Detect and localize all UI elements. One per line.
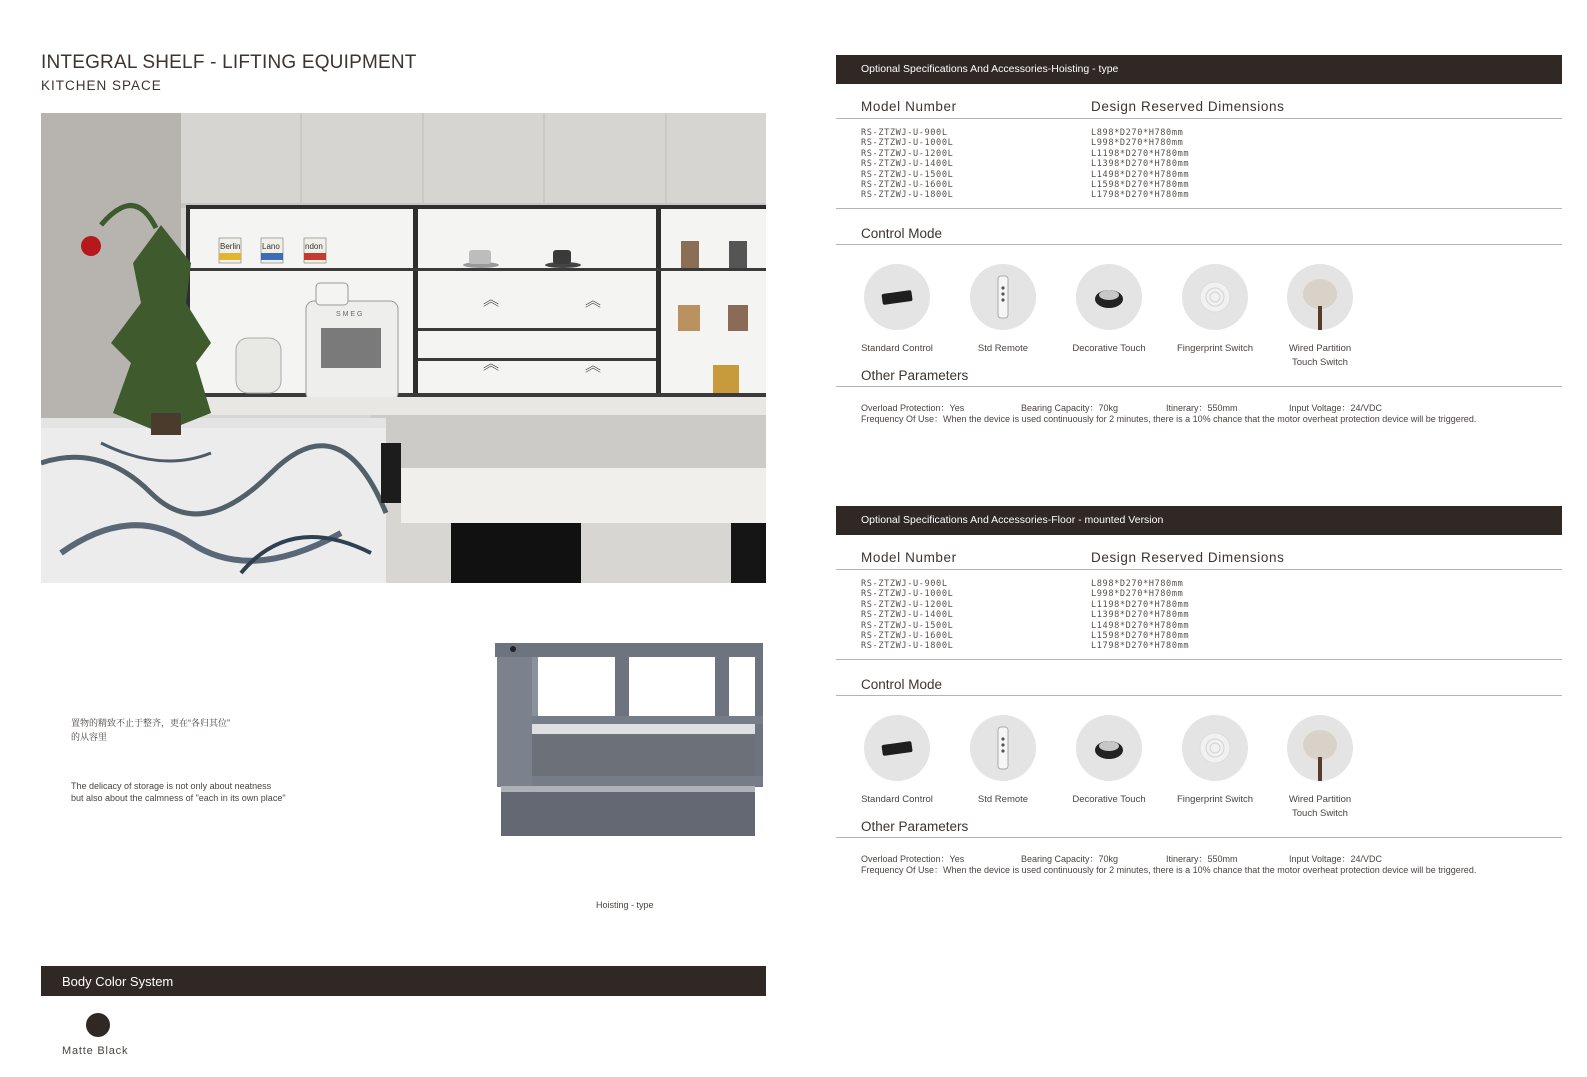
param-bearing: Bearing Capacity：70kg [1021,854,1119,864]
divider [836,695,1562,696]
control-label: Standard Control [861,343,933,354]
divider [836,659,1562,660]
model-number-heading: Model Number [861,550,957,565]
control-box-icon [864,715,930,781]
divider [836,569,1562,570]
control-label: Std Remote [977,794,1029,805]
param-itinerary: Itinerary：550mm [1166,854,1238,864]
product-caption: Hoisting - type [596,900,654,910]
param-frequency: Frequency Of Use：When the device is used continuously for 2 minutes, there is a 10% chance that the motor overheat protection device will be triggered. [861,414,1477,424]
control-mode-heading: Control Mode [861,677,943,692]
control-label: Std Remote [977,343,1029,354]
appliance-label: S M E G [336,311,363,318]
touch-knob-icon [1076,264,1142,330]
model-item: RS-ZTZWJ-U-1000L [861,138,954,149]
param-bearing: Bearing Capacity：70kg [1021,403,1119,413]
control-label: Decorative Touch [1072,343,1146,354]
model-list [861,579,953,652]
kitchen-scene [41,113,766,583]
mug-label-3: ndon [305,242,323,251]
dimension-item: L1498*D270*H780mm [1091,169,1190,180]
svg-text:︽: ︽ [483,354,500,373]
dimension-item: L1598*D270*H780mm [1091,631,1190,642]
svg-text:︽: ︽ [585,356,602,375]
control-label: Fingerprint Switch [1176,343,1254,354]
control-label [1270,793,1370,821]
control-label [1270,342,1370,370]
divider [836,244,1562,245]
control-label-line-2: Touch Switch [1292,808,1348,819]
spec-section-hoisting [836,55,1562,424]
dimension-item: L1398*D270*H780mm [1091,159,1190,170]
dimensions-heading: Design Reserved Dimensions [1091,550,1285,565]
control-decorative-touch [1059,715,1159,807]
model-item: RS-ZTZWJ-U-1800L [861,641,954,652]
control-label-line-1: Wired Partition [1288,343,1352,354]
fingerprint-icon [1182,715,1248,781]
quote-english [71,780,286,804]
control-label: Fingerprint Switch [1176,794,1254,805]
model-item: RS-ZTZWJ-U-900L [861,128,948,138]
dimension-item: L1798*D270*H780mm [1091,641,1190,652]
control-remote [953,715,1053,807]
dimension-item: L898*D270*H780mm [1091,128,1184,138]
control-box-icon [864,264,930,330]
control-fingerprint [1165,715,1265,807]
spec-header: Optional Specifications And Accessories-Hoisting - type [836,55,1562,84]
model-item: RS-ZTZWJ-U-1600L [861,631,954,642]
dimensions-heading: Design Reserved Dimensions [1091,99,1285,114]
shelf-unit-illustration [495,643,765,836]
dimension-item: L1798*D270*H780mm [1091,190,1190,201]
model-item: RS-ZTZWJ-U-1200L [861,148,954,159]
quote-cn-line-1: 置物的精致不止于整齐，更在“各归其位” [71,718,230,728]
dimensions-list [1091,579,1189,652]
divider [836,208,1562,209]
color-swatch-label: Matte Black [62,1045,129,1057]
other-parameters-heading: Other Parameters [861,368,969,383]
page-subtitle: KITCHEN SPACE [41,78,162,93]
divider [836,386,1562,387]
model-number-heading: Model Number [861,99,957,114]
kitchen-photo [41,113,766,583]
model-list [861,128,953,201]
quote-cn-line-2: 的从容里 [71,732,108,742]
dimension-item: L998*D270*H780mm [1091,138,1184,149]
model-item: RS-ZTZWJ-U-1200L [861,599,954,610]
wired-switch-icon [1287,715,1353,781]
divider [836,118,1562,119]
model-item: RS-ZTZWJ-U-1000L [861,589,954,600]
control-label: Decorative Touch [1072,794,1146,805]
dimension-item: L898*D270*H780mm [1091,579,1184,589]
dimension-item: L1598*D270*H780mm [1091,180,1190,191]
svg-text:︽: ︽ [585,291,602,310]
param-itinerary: Itinerary：550mm [1166,403,1238,413]
param-overload: Overload Protection：Yes [861,854,965,864]
spec-header: Optional Specifications And Accessories-Floor - mounted Version [836,506,1562,535]
dimension-item: L1498*D270*H780mm [1091,620,1190,631]
param-frequency: Frequency Of Use：When the device is used continuously for 2 minutes, there is a 10% chance that the motor overheat protection device will be triggered. [861,865,1477,875]
mug-label-2: Lano [262,242,280,251]
color-swatch-matte-black [86,1013,110,1037]
control-remote [953,264,1053,356]
param-voltage: Input Voltage：24/VDC [1289,403,1383,413]
body-color-header: Body Color System [41,966,766,996]
control-label: Standard Control [861,794,933,805]
other-parameters-heading: Other Parameters [861,819,969,834]
model-item: RS-ZTZWJ-U-1800L [861,190,954,201]
control-fingerprint [1165,264,1265,356]
spec-section-floor-mounted [836,506,1562,875]
mug-label-1: Berlin [220,242,241,251]
param-voltage: Input Voltage：24/VDC [1289,854,1383,864]
dimensions-list [1091,128,1189,201]
page-title: INTEGRAL SHELF - LIFTING EQUIPMENT [41,52,417,73]
dimension-item: L1398*D270*H780mm [1091,610,1190,621]
dimension-item: L1198*D270*H780mm [1091,599,1190,610]
remote-icon [970,715,1036,781]
control-mode-heading: Control Mode [861,226,943,241]
param-overload: Overload Protection：Yes [861,403,965,413]
remote-icon [970,264,1036,330]
divider [836,837,1562,838]
control-standard [847,715,947,807]
control-standard [847,264,947,356]
quote-en-line-2: but also about the calmness of "each in its own place" [71,793,286,803]
quote-en-line-1: The delicacy of storage is not only about neatness [71,781,272,791]
fingerprint-icon [1182,264,1248,330]
model-item: RS-ZTZWJ-U-1500L [861,620,954,631]
touch-knob-icon [1076,715,1142,781]
quote-chinese [71,716,230,744]
control-wired-partition [1270,715,1370,821]
control-label-line-2: Touch Switch [1292,357,1348,368]
product-image [495,643,765,836]
model-item: RS-ZTZWJ-U-1400L [861,610,954,621]
control-decorative-touch [1059,264,1159,356]
model-item: RS-ZTZWJ-U-1400L [861,159,954,170]
control-wired-partition [1270,264,1370,370]
model-item: RS-ZTZWJ-U-900L [861,579,948,589]
dimension-item: L1198*D270*H780mm [1091,148,1190,159]
dimension-item: L998*D270*H780mm [1091,589,1184,600]
model-item: RS-ZTZWJ-U-1600L [861,180,954,191]
wired-switch-icon [1287,264,1353,330]
svg-text:︽: ︽ [483,290,500,309]
model-item: RS-ZTZWJ-U-1500L [861,169,954,180]
control-label-line-1: Wired Partition [1288,794,1352,805]
